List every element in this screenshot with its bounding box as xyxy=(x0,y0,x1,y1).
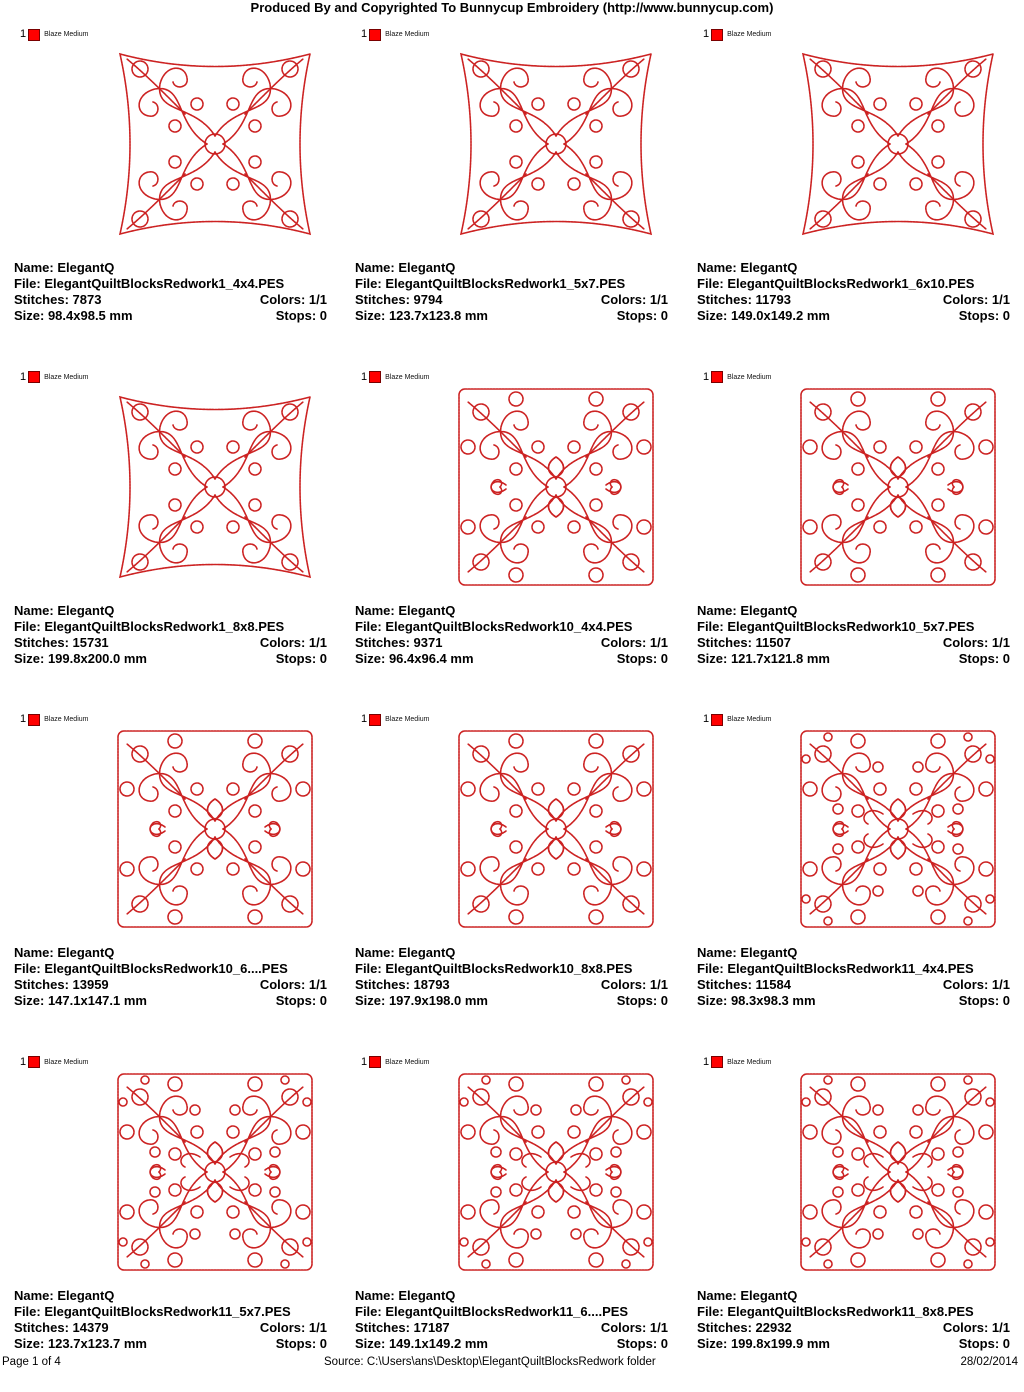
page-footer xyxy=(0,1355,1024,1369)
thread-legend xyxy=(20,713,88,726)
design-card xyxy=(341,707,683,1050)
thread-legend xyxy=(361,28,429,41)
stop-count: Stops: 0 xyxy=(276,308,327,324)
thread-number: 1 xyxy=(20,371,26,384)
color-count: Colors: 1/1 xyxy=(260,977,327,993)
page-title: Produced By and Copyrighted To Bunnycup Embroidery (http://www.bunnycup.com) xyxy=(251,0,774,15)
redwork-pattern xyxy=(783,34,1013,254)
page-number: Page 1 of 4 xyxy=(2,1355,61,1369)
design-info xyxy=(697,603,1010,667)
embroidery-design-preview xyxy=(100,1062,330,1282)
design-card xyxy=(341,365,683,708)
design-info xyxy=(14,945,327,1009)
color-swatch xyxy=(711,371,723,383)
design-name: Name: ElegantQ xyxy=(697,603,1010,619)
thread-legend xyxy=(703,713,771,726)
stitch-count: Stitches: 11584 xyxy=(697,977,791,993)
design-file: File: ElegantQuiltBlocksRedwork1_4x4.PES xyxy=(14,276,327,292)
design-card xyxy=(0,365,341,708)
design-size: Size: 147.1x147.1 mm xyxy=(14,993,147,1009)
design-card xyxy=(0,1050,341,1392)
stop-count: Stops: 0 xyxy=(959,308,1010,324)
stitch-count: Stitches: 9794 xyxy=(355,292,442,308)
thread-legend xyxy=(703,28,771,41)
stitch-count: Stitches: 9371 xyxy=(355,635,442,651)
color-count: Colors: 1/1 xyxy=(601,977,668,993)
design-file: File: ElegantQuiltBlocksRedwork10_5x7.PES xyxy=(697,619,1010,635)
stitch-count: Stitches: 17187 xyxy=(355,1320,450,1336)
thread-number: 1 xyxy=(20,28,26,41)
stop-count: Stops: 0 xyxy=(959,651,1010,667)
embroidery-design-preview xyxy=(783,1062,1013,1282)
stop-count: Stops: 0 xyxy=(617,308,668,324)
stop-count: Stops: 0 xyxy=(276,651,327,667)
color-count: Colors: 1/1 xyxy=(601,1320,668,1336)
design-name: Name: ElegantQ xyxy=(14,945,327,961)
stitch-count: Stitches: 14379 xyxy=(14,1320,109,1336)
stop-count: Stops: 0 xyxy=(959,1336,1010,1352)
embroidery-design-preview xyxy=(100,719,330,939)
embroidery-design-preview xyxy=(783,34,1013,254)
color-count: Colors: 1/1 xyxy=(943,977,1010,993)
stop-count: Stops: 0 xyxy=(617,1336,668,1352)
color-swatch xyxy=(369,1056,381,1068)
redwork-pattern xyxy=(441,1062,671,1282)
design-grid xyxy=(0,22,1024,1392)
design-card xyxy=(683,22,1024,365)
design-card xyxy=(683,365,1024,708)
embroidery-design-preview xyxy=(441,719,671,939)
design-file: File: ElegantQuiltBlocksRedwork10_4x4.PES xyxy=(355,619,668,635)
redwork-pattern xyxy=(783,377,1013,597)
design-size: Size: 96.4x96.4 mm xyxy=(355,651,474,667)
thread-name: Blaze Medium xyxy=(44,374,88,381)
design-file: File: ElegantQuiltBlocksRedwork11_4x4.PES xyxy=(697,961,1010,977)
stop-count: Stops: 0 xyxy=(617,993,668,1009)
design-name: Name: ElegantQ xyxy=(355,260,668,276)
redwork-pattern xyxy=(441,34,671,254)
redwork-pattern xyxy=(100,377,330,597)
thread-legend xyxy=(20,1056,88,1069)
color-swatch xyxy=(28,1056,40,1068)
page-header xyxy=(0,0,1024,16)
color-swatch xyxy=(711,29,723,41)
design-name: Name: ElegantQ xyxy=(697,260,1010,276)
thread-name: Blaze Medium xyxy=(727,1059,771,1066)
color-swatch xyxy=(369,371,381,383)
thread-legend xyxy=(361,371,429,384)
thread-number: 1 xyxy=(703,713,709,726)
thread-name: Blaze Medium xyxy=(44,31,88,38)
design-card xyxy=(0,22,341,365)
stop-count: Stops: 0 xyxy=(617,651,668,667)
stop-count: Stops: 0 xyxy=(276,1336,327,1352)
design-info xyxy=(355,603,668,667)
thread-number: 1 xyxy=(361,371,367,384)
thread-name: Blaze Medium xyxy=(727,716,771,723)
design-info xyxy=(697,260,1010,324)
color-swatch xyxy=(28,29,40,41)
redwork-pattern xyxy=(783,719,1013,939)
thread-legend xyxy=(20,371,88,384)
embroidery-design-preview xyxy=(783,377,1013,597)
thread-name: Blaze Medium xyxy=(385,374,429,381)
thread-name: Blaze Medium xyxy=(385,31,429,38)
design-info xyxy=(355,1288,668,1352)
thread-name: Blaze Medium xyxy=(385,716,429,723)
design-name: Name: ElegantQ xyxy=(697,945,1010,961)
color-swatch xyxy=(28,714,40,726)
design-file: File: ElegantQuiltBlocksRedwork10_8x8.PES xyxy=(355,961,668,977)
thread-number: 1 xyxy=(361,1056,367,1069)
embroidery-design-preview xyxy=(100,377,330,597)
design-size: Size: 149.0x149.2 mm xyxy=(697,308,830,324)
design-info xyxy=(697,1288,1010,1352)
thread-number: 1 xyxy=(703,1056,709,1069)
thread-legend xyxy=(361,1056,429,1069)
design-size: Size: 123.7x123.7 mm xyxy=(14,1336,147,1352)
design-card xyxy=(0,707,341,1050)
design-size: Size: 197.9x198.0 mm xyxy=(355,993,488,1009)
embroidery-design-preview xyxy=(441,34,671,254)
design-info xyxy=(355,260,668,324)
redwork-pattern xyxy=(100,34,330,254)
thread-name: Blaze Medium xyxy=(385,1059,429,1066)
design-file: File: ElegantQuiltBlocksRedwork11_8x8.PES xyxy=(697,1304,1010,1320)
color-swatch xyxy=(369,29,381,41)
design-card xyxy=(341,22,683,365)
design-file: File: ElegantQuiltBlocksRedwork1_5x7.PES xyxy=(355,276,668,292)
color-count: Colors: 1/1 xyxy=(943,635,1010,651)
thread-name: Blaze Medium xyxy=(44,716,88,723)
stop-count: Stops: 0 xyxy=(959,993,1010,1009)
thread-number: 1 xyxy=(703,371,709,384)
stitch-count: Stitches: 11507 xyxy=(697,635,791,651)
design-size: Size: 98.4x98.5 mm xyxy=(14,308,133,324)
design-card xyxy=(341,1050,683,1392)
design-name: Name: ElegantQ xyxy=(14,603,327,619)
stitch-count: Stitches: 7873 xyxy=(14,292,101,308)
stitch-count: Stitches: 11793 xyxy=(697,292,791,308)
thread-number: 1 xyxy=(703,28,709,41)
design-card xyxy=(683,1050,1024,1392)
design-card xyxy=(683,707,1024,1050)
design-info xyxy=(14,603,327,667)
thread-number: 1 xyxy=(361,713,367,726)
design-file: File: ElegantQuiltBlocksRedwork11_6....PES xyxy=(355,1304,668,1320)
thread-name: Blaze Medium xyxy=(44,1059,88,1066)
embroidery-design-preview xyxy=(100,34,330,254)
color-count: Colors: 1/1 xyxy=(601,635,668,651)
color-count: Colors: 1/1 xyxy=(260,292,327,308)
stitch-count: Stitches: 15731 xyxy=(14,635,109,651)
design-size: Size: 199.8x199.9 mm xyxy=(697,1336,830,1352)
design-file: File: ElegantQuiltBlocksRedwork10_6....PES xyxy=(14,961,327,977)
design-info xyxy=(14,260,327,324)
embroidery-design-preview xyxy=(441,377,671,597)
stop-count: Stops: 0 xyxy=(276,993,327,1009)
design-name: Name: ElegantQ xyxy=(355,603,668,619)
redwork-pattern xyxy=(783,1062,1013,1282)
color-swatch xyxy=(28,371,40,383)
color-count: Colors: 1/1 xyxy=(943,1320,1010,1336)
thread-number: 1 xyxy=(20,1056,26,1069)
stitch-count: Stitches: 13959 xyxy=(14,977,109,993)
design-size: Size: 149.1x149.2 mm xyxy=(355,1336,488,1352)
thread-name: Blaze Medium xyxy=(727,31,771,38)
thread-number: 1 xyxy=(361,28,367,41)
redwork-pattern xyxy=(100,719,330,939)
thread-legend xyxy=(703,371,771,384)
design-name: Name: ElegantQ xyxy=(14,1288,327,1304)
source-path: Source: C:\Users\ans\Desktop\ElegantQuiltBlocksRedwork folder xyxy=(324,1355,656,1369)
design-size: Size: 199.8x200.0 mm xyxy=(14,651,147,667)
color-count: Colors: 1/1 xyxy=(260,635,327,651)
print-date: 28/02/2014 xyxy=(960,1355,1018,1369)
design-name: Name: ElegantQ xyxy=(697,1288,1010,1304)
color-swatch xyxy=(711,714,723,726)
redwork-pattern xyxy=(441,377,671,597)
design-name: Name: ElegantQ xyxy=(355,1288,668,1304)
design-size: Size: 121.7x121.8 mm xyxy=(697,651,830,667)
color-swatch xyxy=(711,1056,723,1068)
thread-number: 1 xyxy=(20,713,26,726)
design-size: Size: 98.3x98.3 mm xyxy=(697,993,816,1009)
color-count: Colors: 1/1 xyxy=(601,292,668,308)
color-swatch xyxy=(369,714,381,726)
design-info xyxy=(355,945,668,1009)
design-info xyxy=(14,1288,327,1352)
design-name: Name: ElegantQ xyxy=(14,260,327,276)
design-name: Name: ElegantQ xyxy=(355,945,668,961)
redwork-pattern xyxy=(441,719,671,939)
thread-name: Blaze Medium xyxy=(727,374,771,381)
design-info xyxy=(697,945,1010,1009)
thread-legend xyxy=(20,28,88,41)
color-count: Colors: 1/1 xyxy=(943,292,1010,308)
thread-legend xyxy=(361,713,429,726)
design-file: File: ElegantQuiltBlocksRedwork1_8x8.PES xyxy=(14,619,327,635)
thread-legend xyxy=(703,1056,771,1069)
stitch-count: Stitches: 22932 xyxy=(697,1320,792,1336)
design-file: File: ElegantQuiltBlocksRedwork11_5x7.PES xyxy=(14,1304,327,1320)
embroidery-design-preview xyxy=(441,1062,671,1282)
color-count: Colors: 1/1 xyxy=(260,1320,327,1336)
stitch-count: Stitches: 18793 xyxy=(355,977,450,993)
redwork-pattern xyxy=(100,1062,330,1282)
embroidery-design-preview xyxy=(783,719,1013,939)
design-file: File: ElegantQuiltBlocksRedwork1_6x10.PES xyxy=(697,276,1010,292)
design-size: Size: 123.7x123.8 mm xyxy=(355,308,488,324)
